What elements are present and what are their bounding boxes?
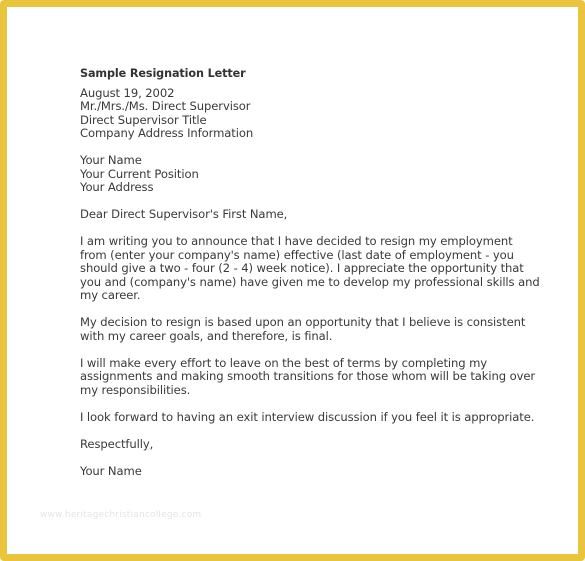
paragraph-line: I look forward to having an exit interview discussion if you feel it is appropriate. xyxy=(80,409,535,424)
sender-line: Your Current Position xyxy=(80,166,199,181)
paragraph-line: my career. xyxy=(80,288,141,302)
closing xyxy=(80,438,520,452)
paragraph-line: My decision to resign is based upon an opportunity that I believe is consistent xyxy=(80,315,526,329)
sender-line: Your Address xyxy=(80,180,154,194)
sender-block xyxy=(80,154,520,195)
recipient-line: Mr./Mrs./Ms. Direct Supervisor xyxy=(80,99,251,113)
paragraph-line: you and (company's name) have given me to develop my professional skills and xyxy=(80,274,540,289)
recipient-line: Direct Supervisor Title xyxy=(80,112,207,127)
paragraph-line: from (enter your company's name) effective (last date of employment - you xyxy=(80,247,514,262)
sender-line: Your Name xyxy=(80,153,142,167)
resignation-letter xyxy=(80,64,540,478)
body-paragraph xyxy=(80,315,526,343)
letter-title: Sample Resignation Letter xyxy=(80,67,246,80)
paragraph-line: should give a two - four (2 - 4) week notice). I appreciate the opportunity that xyxy=(80,261,524,275)
paragraph-line: I am writing you to announce that I have decided to resign my employment xyxy=(80,234,513,248)
body-paragraph xyxy=(80,355,536,398)
recipient-line: Company Address Information xyxy=(80,126,254,140)
paragraph-line: my responsibilities. xyxy=(80,382,191,397)
salutation-text: Dear Direct Supervisor's First Name, xyxy=(80,207,288,221)
salutation xyxy=(80,208,520,222)
closing-text: Respectfully, xyxy=(80,436,154,451)
body-paragraph xyxy=(80,409,535,425)
recipient-block xyxy=(80,100,520,141)
body-paragraph xyxy=(80,234,540,303)
letter-date: August 19, 2002 xyxy=(80,85,175,100)
paragraph-line: I will make every effort to leave on the best of terms by completing my xyxy=(80,355,488,370)
paragraph-line: with my career goals, and therefore, is final. xyxy=(80,328,333,343)
signature: Your Name xyxy=(80,463,142,478)
paragraph-line: assignments and making smooth transitions for those whom will be taking over xyxy=(80,369,536,383)
watermark-text: www.heritagechristiancollege.com xyxy=(40,510,202,520)
